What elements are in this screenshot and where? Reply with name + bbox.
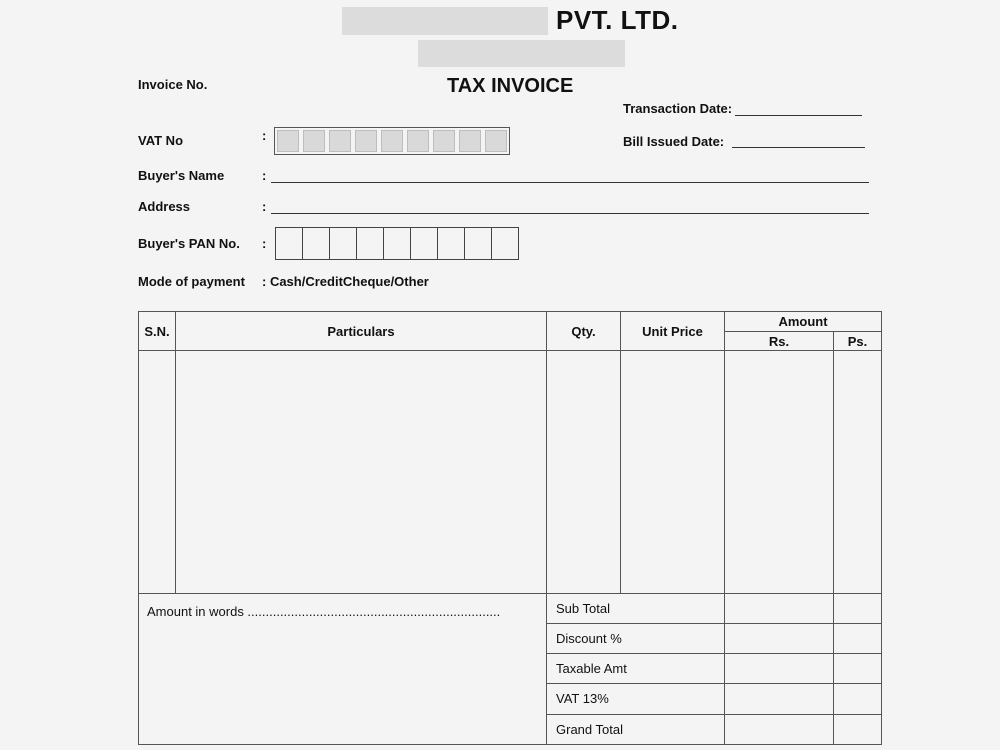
- buyer-name-label: Buyer's Name: [138, 168, 225, 183]
- vat-digit-box[interactable]: [381, 130, 403, 152]
- summary-row-line: [546, 683, 881, 684]
- invoice-table: [138, 311, 882, 745]
- col-header-amount: Amount: [778, 314, 828, 329]
- col-header-rs: Rs.: [768, 334, 790, 349]
- redacted-company-address: [418, 40, 625, 67]
- col-header-ps: Ps.: [847, 334, 868, 349]
- summary-row-line: [546, 623, 881, 624]
- vat-no-boxes[interactable]: [274, 127, 510, 155]
- company-suffix: PVT. LTD.: [556, 5, 679, 35]
- pan-digit-box[interactable]: [276, 228, 303, 259]
- summary-row-line: [546, 714, 881, 715]
- mode-of-payment-label: Mode of payment: [138, 274, 245, 289]
- col-divider-unit-price: [724, 311, 725, 744]
- items-bottom-line: [138, 593, 881, 594]
- buyer-name-colon: :: [262, 168, 267, 183]
- vat-digit-box[interactable]: [485, 130, 507, 152]
- address-line[interactable]: [271, 213, 869, 214]
- amount-in-words: Amount in words ......................................................................: [147, 604, 501, 619]
- col-header-particulars: Particulars: [327, 324, 395, 339]
- discount-label: Discount %: [556, 631, 622, 646]
- address-label: Address: [138, 199, 191, 214]
- vat-digit-box[interactable]: [277, 130, 299, 152]
- vat-digit-box[interactable]: [355, 130, 377, 152]
- document-title: TAX INVOICE: [447, 75, 574, 97]
- address-colon: :: [262, 199, 267, 214]
- buyer-pan-colon: :: [262, 236, 267, 251]
- pan-digit-box[interactable]: [384, 228, 411, 259]
- pan-digit-box[interactable]: [411, 228, 438, 259]
- col-divider-particulars: [546, 311, 547, 593]
- vat-digit-box[interactable]: [433, 130, 455, 152]
- col-header-sn: S.N.: [144, 324, 170, 339]
- pan-digit-box[interactable]: [465, 228, 492, 259]
- header-bottom-line: [138, 350, 881, 351]
- invoice-no-label: Invoice No.: [138, 77, 208, 92]
- summary-row-line: [546, 653, 881, 654]
- buyer-pan-boxes[interactable]: [275, 227, 519, 260]
- redacted-company-name: [342, 7, 548, 35]
- grand-total-label: Grand Total: [556, 722, 623, 737]
- vat-digit-box[interactable]: [303, 130, 325, 152]
- col-divider-qty: [620, 311, 621, 593]
- taxable-amt-label: Taxable Amt: [556, 661, 627, 676]
- transaction-date-line[interactable]: [735, 115, 862, 116]
- pan-digit-box[interactable]: [438, 228, 465, 259]
- mode-of-payment-value: : Cash/CreditCheque/Other: [262, 274, 429, 289]
- pan-digit-box[interactable]: [303, 228, 330, 259]
- vat-label: VAT 13%: [556, 691, 609, 706]
- sub-total-label: Sub Total: [556, 601, 610, 616]
- bill-issued-date-line[interactable]: [732, 147, 865, 148]
- bill-issued-date-label: Bill Issued Date:: [623, 134, 725, 149]
- col-header-qty: Qty.: [571, 324, 596, 339]
- vat-digit-box[interactable]: [459, 130, 481, 152]
- vat-no-label: VAT No: [138, 133, 184, 148]
- pan-digit-box[interactable]: [492, 228, 518, 259]
- vat-no-colon: :: [262, 128, 267, 143]
- transaction-date-label: Transaction Date:: [623, 101, 733, 116]
- buyer-pan-label: Buyer's PAN No.: [138, 236, 240, 251]
- summary-divider: [546, 593, 547, 744]
- vat-digit-box[interactable]: [407, 130, 429, 152]
- pan-digit-box[interactable]: [357, 228, 384, 259]
- vat-digit-box[interactable]: [329, 130, 351, 152]
- amount-subheader-line: [724, 331, 881, 332]
- col-divider-sn: [175, 311, 176, 593]
- col-header-unit-price: Unit Price: [642, 324, 703, 339]
- pan-digit-box[interactable]: [330, 228, 357, 259]
- buyer-name-line[interactable]: [271, 182, 869, 183]
